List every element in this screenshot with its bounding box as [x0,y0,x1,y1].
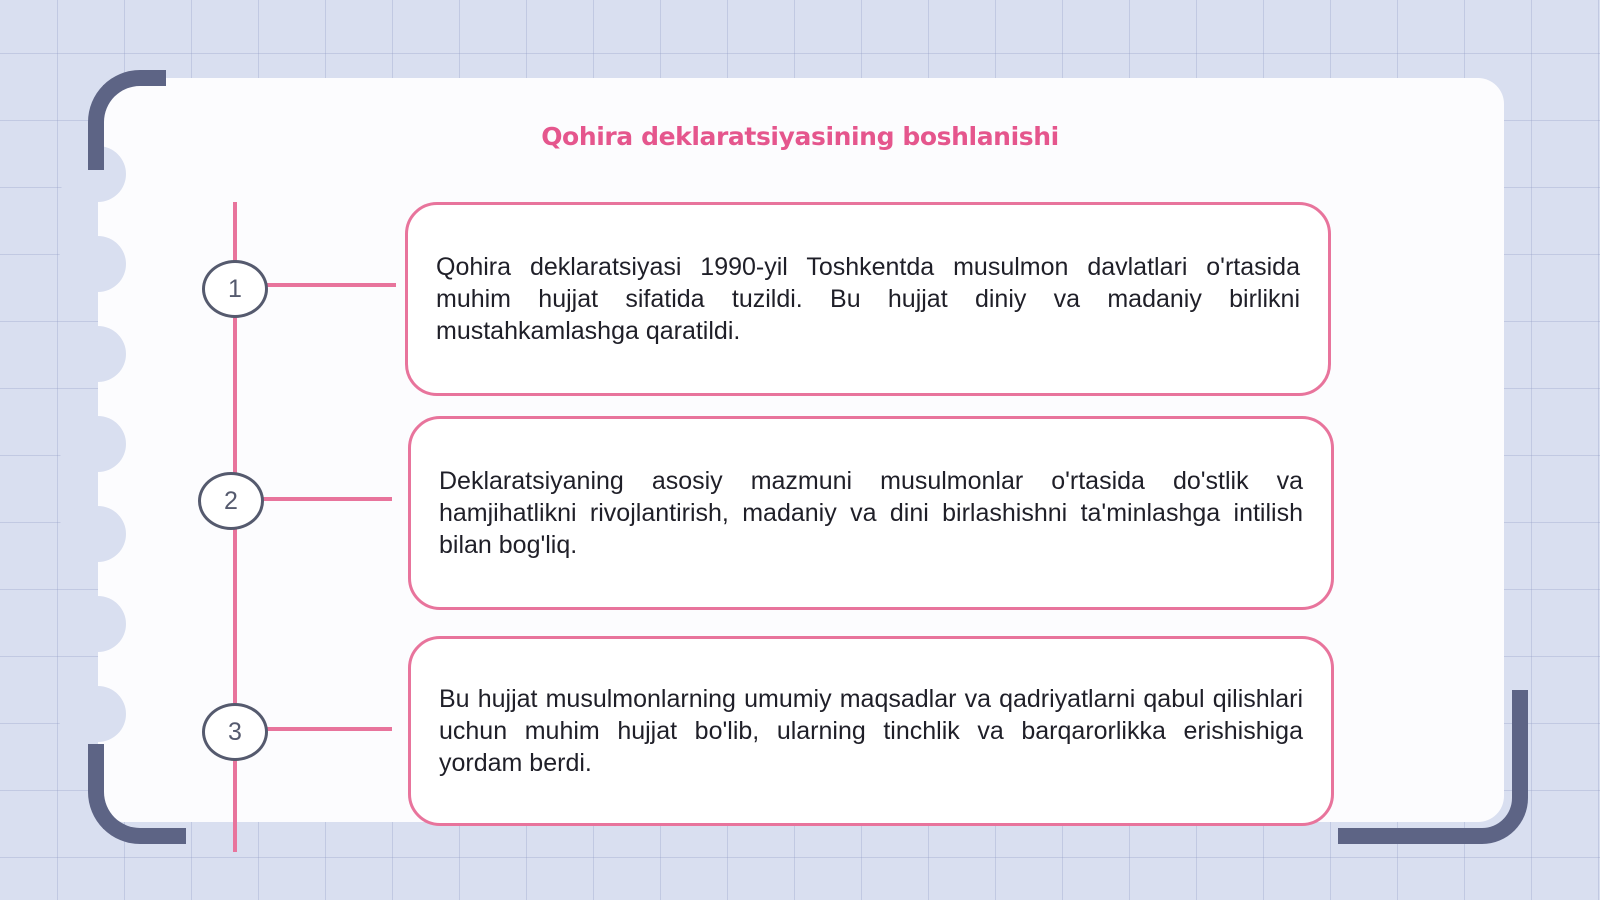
timeline-item-1 [405,202,1331,396]
card-edge-scallop [58,686,126,742]
timeline-node-1: 1 [202,260,268,318]
timeline-connector-2 [258,497,392,501]
timeline-item-text: Qohira deklaratsiyasi 1990-yil Toshkentda musulmon davlatlari o'rtasida muhim hujjat sifatida tuzildi. Bu hujjat diniy va madaniy birlikni mustahkamlashga qaratildi. [436,253,1300,345]
card-edge-scallop [58,326,126,382]
timeline-connector-1 [262,283,396,287]
frame-corner-bottom-left [88,744,186,844]
card-edge-scallop [58,236,126,292]
timeline-node-2: 2 [198,472,264,530]
timeline-item-3 [408,636,1334,826]
timeline-item-text: Bu hujjat musulmonlarning umumiy maqsadlar va qadriyatlarni qabul qilishlari uchun muhim hujjat bo'lib, ularning tinchlik va barqarorlikka erishishiga yordam berdi. [439,685,1303,777]
frame-corner-bottom-right [1338,690,1528,844]
slide-title: Qohira deklaratsiyasining boshlanishi [541,122,1059,151]
timeline-item-text: Deklaratsiyaning asosiy mazmuni musulmonlar o'rtasida do'stlik va hamjihatlikni rivojlantirish, madaniy va dini birlashishni ta'minlashga intilish bilan bog'liq. [439,467,1303,559]
card-edge-scallop [58,506,126,562]
frame-corner-top-left [88,70,166,170]
timeline-connector-3 [262,727,392,731]
timeline-node-3: 3 [202,703,268,761]
timeline-item-2 [408,416,1334,610]
card-edge-scallop [58,596,126,652]
card-edge-scallop [58,416,126,472]
